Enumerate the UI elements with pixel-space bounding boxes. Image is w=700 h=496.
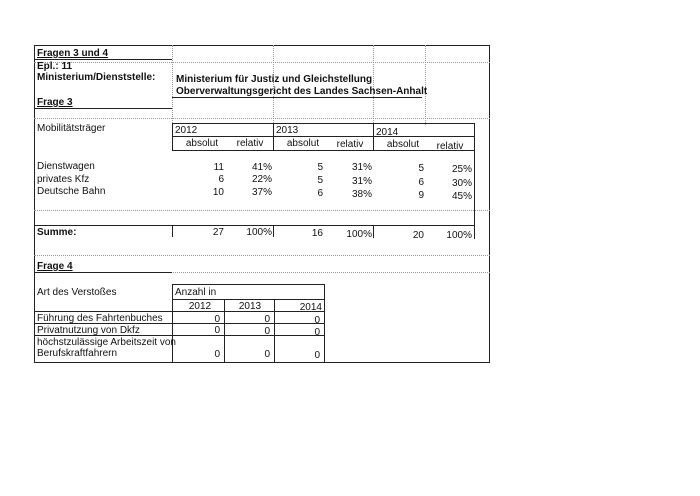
summe-cell: 27 (212, 227, 224, 238)
f3-sub-relativ: relativ (236, 138, 264, 149)
f3-cell: 9 (418, 190, 424, 201)
f4-col-line (274, 299, 275, 363)
f3-row-label: Deutsche Bahn (37, 186, 106, 197)
f4-row-line (34, 335, 324, 336)
f3-row-label: Dienstwagen (37, 161, 95, 172)
verstoss-header: Art des Verstoßes (37, 287, 117, 298)
summe-cell: 20 (412, 230, 424, 241)
f4-cell: 0 (264, 314, 270, 325)
f3-cell: 38% (351, 189, 372, 200)
grid-line (172, 45, 173, 125)
f3-cell: 5 (317, 162, 323, 173)
f3-top-line (172, 123, 474, 124)
grid-line (373, 45, 374, 125)
f3-cell: 6 (218, 174, 224, 185)
f4-col-line (324, 284, 325, 363)
f3-cell: 45% (451, 191, 472, 202)
f4-cell: 0 (264, 349, 270, 360)
f4-cell: 0 (264, 326, 270, 337)
summe-col-line (273, 225, 274, 237)
f3-year-line (172, 136, 474, 137)
f3-cell: 11 (213, 162, 224, 173)
underline (34, 108, 172, 109)
f3-year-2013: 2013 (276, 125, 299, 136)
grid-line (273, 45, 274, 125)
f3-cell: 31% (351, 162, 372, 173)
ministerium-line1: Ministerium für Justiz und Gleichstellung (176, 74, 373, 85)
grid-line (34, 62, 490, 63)
f3-cell: 37% (251, 187, 272, 198)
f3-cell: 41% (251, 162, 272, 173)
f3-cell: 30% (451, 178, 472, 189)
f3-sub-absolut: absolut (386, 139, 420, 150)
ministerium-label: Ministerium/Dienststelle: (37, 72, 156, 83)
mobilitaet-header: Mobilitätsträger (37, 123, 106, 134)
f4-year-top (172, 299, 324, 300)
f4-cell: 0 (214, 349, 220, 360)
f3-sub-absolut: absolut (286, 138, 320, 149)
underline (34, 59, 172, 60)
f3-cell: 5 (418, 163, 424, 174)
f4-year-2012: 2012 (188, 301, 212, 312)
summe-label: Summe: (37, 227, 77, 238)
ministerium-line2: Oberverwaltungsgericht des Landes Sachsen-Anhalt (176, 86, 428, 97)
anzahl-label: Anzahl in (175, 287, 217, 298)
frage4-title: Frage 4 (37, 261, 73, 272)
summe-cell: 100% (246, 227, 272, 238)
f3-row-label: privates Kfz (37, 174, 90, 185)
underline (172, 97, 422, 98)
summe-top-line (34, 225, 474, 226)
f4-year-2014: 2014 (299, 302, 322, 313)
summe-col-line (373, 226, 374, 238)
f4-cell: 0 (314, 350, 320, 361)
f3-sub-absolut: absolut (185, 138, 219, 149)
f4-row-label: Führung des Fahrtenbuches (37, 313, 163, 324)
summe-cell: 100% (346, 229, 372, 240)
f3-cell: 10 (212, 187, 224, 198)
f3-cell: 25% (451, 164, 472, 175)
f4-cell: 0 (314, 327, 320, 338)
f4-row-label: höchstzulässige Arbeitszeit von (37, 337, 176, 348)
f3-cell: 31% (351, 176, 372, 187)
grid-line (34, 255, 490, 256)
f4-row-label-2: Berufskraftfahrern (37, 348, 118, 359)
underline (34, 272, 172, 273)
grid-line (34, 118, 490, 119)
grid-line (34, 210, 490, 211)
f4-row-label: Privatnutzung von Dkfz (37, 325, 140, 336)
f3-right-line (474, 123, 475, 239)
f3-cell: 5 (317, 175, 323, 186)
f4-top-line (172, 284, 324, 285)
f3-cell: 22% (251, 174, 272, 185)
f4-col-line (224, 299, 225, 363)
f4-cell: 0 (314, 315, 320, 326)
fragen-title: Fragen 3 und 4 (37, 48, 109, 59)
f3-sub-relativ: relativ (436, 141, 464, 152)
summe-col-line (172, 225, 173, 237)
f4-cell: 0 (214, 314, 220, 325)
f3-year-2014: 2014 (376, 127, 399, 138)
f3-year-2012: 2012 (175, 125, 198, 136)
f4-row-line (34, 311, 324, 312)
f4-cell: 0 (214, 325, 220, 336)
f4-year-2013: 2013 (238, 301, 262, 312)
f3-sub-line (172, 150, 474, 151)
f3-sub-relativ: relativ (336, 139, 364, 150)
grid-line (425, 45, 426, 125)
f3-cell: 6 (317, 188, 323, 199)
f3-cell: 6 (418, 177, 424, 188)
summe-cell: 100% (446, 230, 472, 241)
f4-row-line (34, 323, 324, 324)
frage3-title: Frage 3 (37, 97, 73, 108)
summe-cell: 16 (311, 228, 323, 239)
epl-label: Epl.: 11 (37, 61, 73, 72)
